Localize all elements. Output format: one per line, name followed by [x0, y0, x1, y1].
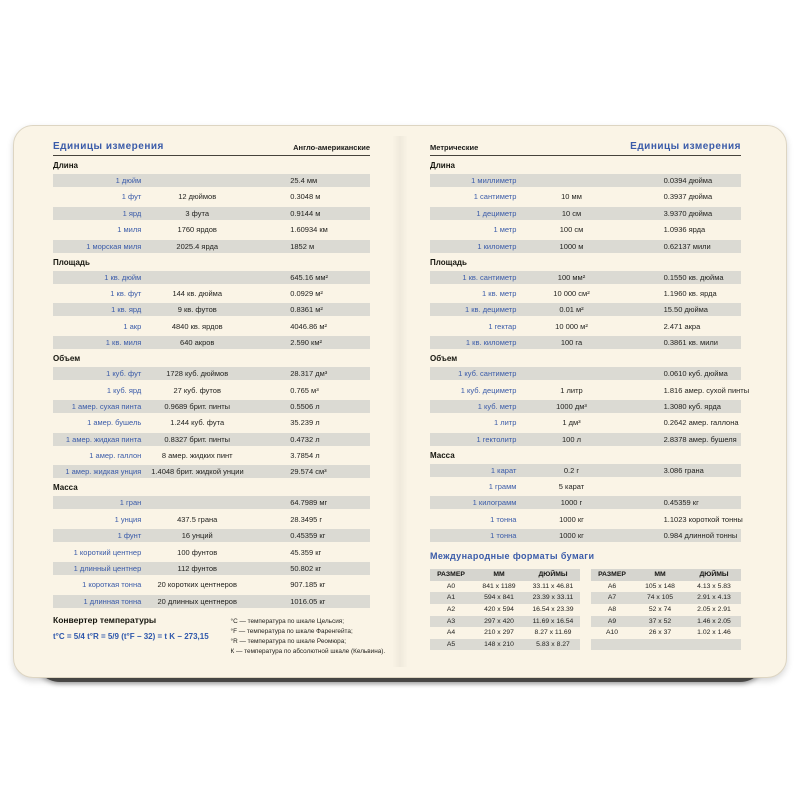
- format-mm: 105 x 148: [645, 582, 675, 590]
- unit-equivalent: 100 га: [560, 338, 583, 348]
- format-size: A8: [607, 606, 617, 614]
- unit-row: [430, 287, 741, 300]
- format-inches: 23.39 x 33.11: [532, 594, 574, 602]
- temperature-scale-note: °F — температура по шкале Фаренгейта;: [230, 627, 353, 635]
- section-label: Длина: [430, 161, 455, 170]
- unit-row: [53, 578, 370, 591]
- unit-name: 1 миля: [117, 225, 142, 235]
- paper-header-row: [430, 569, 580, 581]
- unit-value: 15.50 дюйма: [663, 305, 708, 315]
- paper-row: [430, 616, 580, 628]
- unit-row: [53, 529, 370, 542]
- unit-name: 1 ярд: [122, 208, 142, 218]
- unit-section: [53, 354, 370, 478]
- header-rule: [53, 155, 370, 156]
- unit-row: [430, 207, 741, 220]
- left-page: [14, 126, 400, 677]
- unit-name: 1 грамм: [488, 482, 517, 492]
- right-page: [400, 126, 786, 677]
- unit-equivalent: 10 000 см²: [553, 288, 590, 298]
- unit-name: 1 куб. дециметр: [460, 385, 517, 395]
- unit-row: [53, 400, 370, 413]
- left-page-header: [53, 137, 370, 152]
- notebook-spread: [13, 125, 787, 678]
- right-page-header: [430, 137, 741, 152]
- format-mm: 297 x 420: [484, 617, 514, 625]
- format-inches: 11.69 x 16.54: [532, 617, 574, 625]
- unit-row: [53, 449, 370, 462]
- unit-name: 1 гектар: [488, 321, 517, 331]
- unit-section: [430, 451, 741, 543]
- unit-equivalent: 437.5 грана: [177, 514, 218, 524]
- unit-row: [53, 433, 370, 446]
- temperature-converter-title: Конвертер температуры: [53, 614, 157, 625]
- format-mm: 148 x 210: [484, 640, 514, 648]
- unit-row: [430, 190, 741, 203]
- unit-name: 1 метр: [493, 225, 517, 235]
- unit-row: [430, 174, 741, 187]
- format-inches: 5.83 x 8.27: [536, 640, 570, 648]
- unit-equivalent: 10 см: [561, 208, 582, 218]
- unit-value: 64.7989 мг: [290, 498, 328, 508]
- unit-name: 1 кв. ярд: [111, 305, 142, 315]
- unit-value: 0.0394 дюйма: [663, 176, 713, 185]
- paper-formats-block: [430, 551, 741, 650]
- unit-row: [53, 336, 370, 349]
- unit-equivalent: 2025.4 ярда: [176, 241, 219, 251]
- unit-name: 1 амер. жидкая унция: [65, 467, 142, 477]
- unit-equivalent: 4840 кв. ярдов: [171, 321, 223, 331]
- unit-equivalent: 9 кв. футов: [177, 305, 217, 315]
- format-size: A1: [446, 594, 456, 602]
- format-mm: ММ: [654, 571, 666, 579]
- unit-value: 45.359 кг: [290, 547, 322, 557]
- unit-equivalent: 144 кв. дюйма: [172, 288, 222, 298]
- format-inches: 2.05 x 2.91: [697, 606, 731, 614]
- unit-name: 1 длинный центнер: [73, 564, 142, 574]
- unit-name: 1 амер. галлон: [89, 451, 142, 461]
- format-size: A9: [607, 617, 617, 625]
- unit-name: 1 амер. жидкая пинта: [65, 434, 142, 444]
- unit-equivalent: 1 дм³: [562, 418, 581, 428]
- left-page-title: Единицы измерения: [53, 140, 164, 152]
- unit-value: 1.1960 кв. ярда: [663, 288, 717, 298]
- unit-name: 1 длинная тонна: [83, 596, 142, 606]
- format-mm: 52 x 74: [648, 606, 672, 614]
- format-inches: 16.54 x 23.39: [532, 606, 574, 614]
- unit-value: 0.4732 л: [290, 434, 320, 444]
- unit-value: 2.590 км²: [290, 338, 322, 348]
- unit-row: [430, 529, 741, 542]
- unit-equivalent: 5 карат: [558, 482, 585, 492]
- unit-name: 1 куб. фут: [106, 369, 142, 379]
- format-inches: 1.02 x 1.46: [697, 629, 731, 637]
- unit-equivalent: 1 литр: [560, 385, 583, 395]
- unit-equivalent: 10 000 м²: [555, 321, 588, 331]
- unit-name: 1 амер. бушель: [87, 418, 142, 428]
- format-mm: 841 x 1189: [482, 582, 516, 590]
- unit-equivalent: 1.4048 брит. жидкой унции: [151, 467, 244, 477]
- unit-name: 1 куб. метр: [477, 401, 517, 411]
- format-mm: 594 x 841: [484, 594, 514, 602]
- unit-row: [430, 320, 741, 333]
- unit-value: 1016.05 кг: [290, 596, 326, 606]
- temperature-scale-note: °R — температура по шкале Реомюра;: [230, 637, 347, 645]
- unit-name: 1 кв. дюйм: [104, 272, 142, 282]
- unit-row: [430, 464, 741, 477]
- unit-value: 1.1023 короткой тонны: [663, 514, 743, 524]
- paper-row: [591, 627, 741, 639]
- temperature-formula: t°C = 5/4 t°R = 5/9 (t°F − 32) = t K − 273,15: [53, 631, 209, 641]
- unit-value: 907.185 кг: [290, 580, 326, 590]
- unit-row: [53, 367, 370, 380]
- unit-value: 0.2642 амер. галлона: [663, 418, 739, 428]
- unit-value: 0.8361 м²: [290, 305, 323, 315]
- unit-equivalent: 20 коротких центнеров: [157, 580, 237, 590]
- format-inches: ДЮЙМЫ: [538, 571, 568, 579]
- unit-value: 0.984 длинной тонны: [663, 531, 738, 541]
- unit-row: [430, 496, 741, 509]
- unit-value: 0.3861 кв. мили: [663, 338, 718, 348]
- paper-row: [430, 581, 580, 593]
- unit-section: [53, 483, 370, 607]
- left-page-subtitle: Англо-американские: [293, 143, 370, 152]
- format-size: A2: [446, 606, 456, 614]
- unit-equivalent: 100 л: [562, 434, 581, 444]
- unit-value: 29.574 см³: [290, 467, 327, 477]
- unit-value: 1.816 амер. сухой пинты: [663, 385, 750, 395]
- unit-value: 28.317 дм³: [290, 369, 328, 379]
- unit-value: 3.9370 дюйма: [663, 208, 713, 218]
- unit-row: [53, 562, 370, 575]
- unit-value: 0.3048 м: [290, 192, 321, 202]
- unit-name: 1 кв. километр: [465, 338, 517, 348]
- unit-name: 1 миллиметр: [471, 176, 517, 185]
- unit-row: [53, 303, 370, 316]
- section-label: Площадь: [53, 257, 90, 267]
- temperature-scale-notes: [230, 615, 386, 658]
- temperature-scale-note: °C — температура по шкале Цельсия;: [230, 617, 345, 625]
- unit-value: 50.802 кг: [290, 564, 322, 574]
- temperature-converter: [53, 614, 386, 658]
- unit-name: 1 дециметр: [476, 208, 517, 218]
- unit-row: [53, 595, 370, 608]
- paper-table-a6-a10: [591, 569, 741, 650]
- unit-name: 1 тонна: [490, 514, 517, 524]
- unit-name: 1 кв. метр: [482, 288, 517, 298]
- unit-value: 0.0929 м²: [290, 288, 323, 298]
- unit-row: [430, 336, 741, 349]
- section-label: Длина: [53, 161, 78, 170]
- unit-equivalent: 1728 куб. дюймов: [166, 369, 229, 379]
- unit-row: [430, 513, 741, 526]
- unit-row: [53, 190, 370, 203]
- unit-value: 25.4 мм: [290, 176, 318, 185]
- unit-row: [430, 223, 741, 236]
- unit-value: 4046.86 м²: [290, 321, 328, 331]
- unit-value: 2.471 акра: [663, 321, 701, 331]
- unit-value: 1.60934 км: [290, 225, 328, 235]
- right-unit-sections: [430, 161, 750, 542]
- unit-row: [53, 513, 370, 526]
- format-mm: 37 x 52: [648, 617, 672, 625]
- paper-row: [591, 592, 741, 604]
- unit-value: 2.8378 амер. бушеля: [663, 434, 737, 444]
- unit-row: [53, 271, 370, 284]
- unit-name: 1 кв. фут: [110, 288, 142, 298]
- unit-name: 1 дюйм: [115, 176, 142, 185]
- unit-row: [53, 546, 370, 559]
- format-inches: ДЮЙМЫ: [699, 571, 729, 579]
- unit-name: 1 гран: [119, 498, 142, 508]
- unit-equivalent: 100 мм²: [557, 272, 586, 282]
- unit-section: [430, 161, 741, 253]
- unit-value: 3.086 грана: [663, 465, 704, 475]
- unit-name: 1 акр: [123, 321, 142, 331]
- unit-name: 1 литр: [493, 418, 517, 428]
- unit-name: 1 кв. сантиметр: [462, 272, 517, 282]
- format-size: A5: [446, 640, 456, 648]
- unit-name: 1 кв. дециметр: [465, 305, 517, 315]
- unit-equivalent: 112 фунтов: [177, 564, 217, 574]
- unit-row: [430, 384, 750, 397]
- unit-row: [53, 223, 370, 236]
- unit-value: 0.62137 мили: [663, 241, 711, 251]
- unit-row: [53, 465, 370, 478]
- unit-name: 1 тонна: [490, 531, 517, 541]
- format-size: A7: [607, 594, 617, 602]
- unit-section: [430, 354, 750, 446]
- unit-name: 1 куб. сантиметр: [458, 369, 517, 379]
- format-inches: 8.27 x 11.69: [534, 629, 572, 637]
- unit-equivalent: 100 фунтов: [177, 547, 218, 557]
- unit-name: 1 короткая тонна: [82, 580, 142, 590]
- section-label: Объем: [53, 354, 81, 364]
- unit-row: [430, 240, 741, 253]
- unit-name: 1 морская миля: [86, 241, 142, 251]
- unit-value: 0.0610 куб. дюйма: [663, 369, 728, 379]
- unit-row: [430, 367, 741, 380]
- unit-row: [53, 287, 370, 300]
- unit-name: 1 фут: [121, 192, 142, 202]
- paper-row: [591, 581, 741, 593]
- unit-section: [53, 258, 370, 350]
- unit-equivalent: 3 фута: [185, 208, 210, 218]
- unit-section: [53, 161, 370, 253]
- unit-value: 3.7854 л: [290, 451, 320, 461]
- paper-row: [591, 604, 741, 616]
- format-inches: 33.11 x 46.81: [532, 582, 574, 590]
- format-size: A3: [446, 617, 456, 625]
- format-size: A6: [607, 582, 617, 590]
- format-size: A0: [446, 582, 456, 590]
- temperature-scale-note: К — температура по абсолютной шкале (Кельвина).: [230, 647, 386, 655]
- unit-row: [53, 416, 370, 429]
- unit-row: [53, 384, 370, 397]
- unit-equivalent: 0.8327 брит. пинты: [164, 434, 231, 444]
- unit-value: 0.45359 кг: [663, 498, 699, 508]
- unit-value: 0.45359 кг: [290, 531, 326, 541]
- section-label: Масса: [53, 483, 78, 493]
- unit-row: [430, 271, 741, 284]
- unit-equivalent: 1760 ярдов: [177, 225, 217, 235]
- format-mm: 74 x 105: [646, 594, 674, 602]
- unit-equivalent: 1000 кг: [559, 514, 584, 524]
- unit-row: [53, 320, 370, 333]
- unit-name: 1 кв. миля: [105, 338, 142, 348]
- unit-value: 1.0936 ярда: [663, 225, 706, 235]
- unit-row: [430, 303, 741, 316]
- unit-equivalent: 1000 м: [559, 241, 584, 251]
- unit-row: [53, 207, 370, 220]
- format-inches: 4.13 x 5.83: [697, 582, 731, 590]
- unit-name: 1 куб. ярд: [106, 385, 142, 395]
- unit-equivalent: 12 дюймов: [178, 192, 217, 202]
- unit-value: 0.1550 кв. дюйма: [663, 272, 724, 282]
- right-page-subtitle: Метрические: [430, 143, 479, 152]
- paper-row: [591, 616, 741, 628]
- left-unit-sections: [53, 161, 370, 608]
- unit-name: 1 сантиметр: [473, 192, 517, 202]
- unit-name: 1 амер. сухая пинта: [71, 401, 142, 411]
- right-page-title: Единицы измерения: [630, 140, 741, 152]
- paper-formats-title: Международные форматы бумаги: [430, 551, 595, 562]
- format-inches: 2.91 x 4.13: [697, 594, 731, 602]
- format-size: A4: [446, 629, 456, 637]
- unit-name: 1 унция: [114, 514, 142, 524]
- format-mm: 210 x 297: [484, 629, 514, 637]
- paper-format-tables: [430, 569, 741, 650]
- unit-value: 28.3495 г: [290, 514, 323, 524]
- unit-value: 0.765 м³: [290, 385, 319, 395]
- format-mm: ММ: [493, 571, 505, 579]
- unit-row: [430, 480, 741, 493]
- paper-table-a0-a5: [430, 569, 580, 650]
- unit-equivalent: 0.01 м²: [559, 305, 584, 315]
- unit-name: 1 гектолитр: [476, 434, 517, 444]
- section-label: Масса: [430, 450, 455, 460]
- unit-section: [430, 258, 741, 350]
- unit-value: 35.239 л: [290, 418, 320, 428]
- unit-value: 0.9144 м: [290, 208, 321, 218]
- unit-row: [53, 240, 370, 253]
- unit-value: 1852 м: [290, 241, 315, 251]
- unit-equivalent: 1000 г: [560, 498, 583, 508]
- unit-equivalent: 0.2 г: [563, 465, 580, 475]
- unit-equivalent: 10 мм: [561, 192, 582, 202]
- paper-row: [430, 627, 580, 639]
- format-size: A10: [605, 629, 619, 637]
- unit-name: 1 фунт: [117, 531, 142, 541]
- header-rule: [430, 155, 741, 156]
- unit-equivalent: 1000 дм³: [556, 401, 587, 411]
- unit-equivalent: 1.244 куб. фута: [170, 418, 225, 428]
- format-size: РАЗМЕР: [598, 571, 626, 579]
- unit-value: 0.5506 л: [290, 401, 320, 411]
- paper-row: [430, 604, 580, 616]
- unit-row: [430, 433, 741, 446]
- unit-value: 1.3080 куб. ярда: [663, 401, 721, 411]
- format-mm: 26 x 37: [648, 629, 672, 637]
- unit-equivalent: 1000 кг: [559, 531, 584, 541]
- unit-value: 645.16 мм²: [290, 272, 329, 282]
- unit-equivalent: 20 длинных центнеров: [157, 596, 237, 606]
- unit-name: 1 килограмм: [472, 498, 517, 508]
- paper-row: [430, 639, 580, 651]
- unit-equivalent: 0.9689 брит. пинты: [164, 401, 231, 411]
- unit-name: 1 километр: [477, 241, 517, 251]
- unit-equivalent: 8 амер. жидких пинт: [161, 451, 233, 461]
- unit-row: [53, 496, 370, 509]
- unit-equivalent: 640 акров: [180, 338, 215, 348]
- format-size: РАЗМЕР: [437, 571, 465, 579]
- paper-row: [430, 592, 580, 604]
- unit-equivalent: 100 см: [559, 225, 584, 235]
- paper-filler-row: [591, 639, 741, 651]
- paper-header-row: [591, 569, 741, 581]
- section-label: Площадь: [430, 257, 467, 267]
- unit-equivalent: 16 унций: [181, 531, 213, 541]
- temperature-converter-main: [53, 615, 231, 658]
- unit-name: 1 короткий центнер: [73, 547, 142, 557]
- unit-value: 0.3937 дюйма: [663, 192, 713, 202]
- section-label: Объем: [430, 354, 458, 364]
- unit-row: [430, 400, 741, 413]
- unit-name: 1 карат: [490, 465, 517, 475]
- format-mm: 420 x 594: [484, 606, 514, 614]
- unit-row: [430, 416, 741, 429]
- format-inches: 1.46 x 2.05: [697, 617, 731, 625]
- unit-equivalent: 27 куб. футов: [173, 385, 221, 395]
- unit-row: [53, 174, 370, 187]
